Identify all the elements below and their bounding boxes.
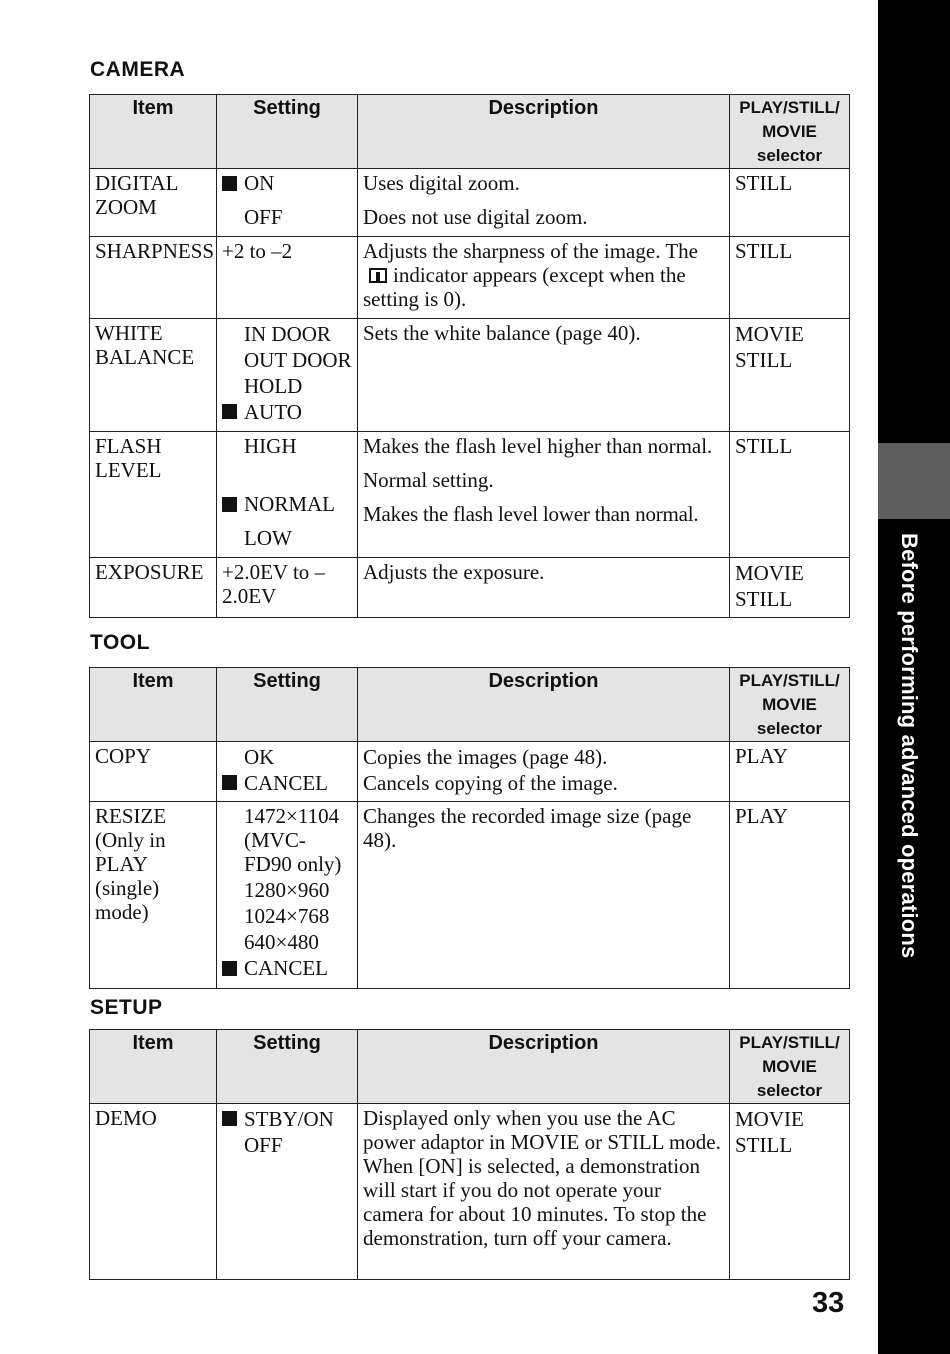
header-row: [90, 668, 850, 742]
default-marker-icon: [222, 775, 237, 790]
header-row: [90, 95, 850, 169]
table-row: [90, 742, 850, 802]
setting-option: CANCEL: [222, 956, 353, 980]
header-selector: [730, 95, 850, 169]
setting-option: HIGH: [244, 434, 297, 458]
default-marker-icon: [222, 176, 237, 191]
default-marker-icon: [222, 404, 237, 419]
setting-option: HOLD: [244, 374, 303, 398]
side-tab: [878, 0, 950, 1354]
setting-option: 1024×768: [244, 904, 330, 928]
row-item: EXPOSURE: [90, 558, 217, 618]
header-setting: Setting: [217, 668, 358, 742]
sharpness-indicator-icon: [369, 268, 387, 283]
row-selector: STILL: [730, 237, 850, 319]
row-description: Uses digital zoom. Does not use digital zoom.: [358, 169, 730, 237]
setting-option: STBY/ON: [222, 1106, 353, 1132]
default-marker-icon: [222, 961, 237, 976]
header-item: Item: [90, 1030, 217, 1104]
header-description: Description: [358, 95, 730, 169]
setting-option: ON: [222, 171, 353, 195]
setting-option: 640×480: [244, 930, 319, 954]
setting-option: OFF: [244, 1133, 283, 1157]
table-row: [90, 432, 850, 558]
row-item: RESIZE (Only in PLAY (single) mode): [90, 802, 217, 989]
row-selector: MOVIE STILL: [730, 1104, 850, 1280]
row-selector: PLAY: [730, 802, 850, 989]
header-selector-line2: MOVIE selector: [756, 122, 823, 165]
default-marker-icon: [222, 497, 237, 512]
setting-option: OUT DOOR: [244, 348, 352, 372]
row-item: DEMO: [90, 1104, 217, 1280]
tool-table: [89, 667, 850, 989]
header-row: [90, 1030, 850, 1104]
setting-option: OFF: [244, 205, 283, 229]
row-settings: [217, 742, 358, 802]
row-settings: [217, 802, 358, 989]
header-selector: PLAY/STILL/ MOVIE selector: [730, 668, 850, 742]
setting-option: 1280×960: [244, 878, 330, 902]
setting-option: OK: [244, 745, 275, 769]
row-description: Changes the recorded image size (page 48).: [358, 802, 730, 989]
header-description: Description: [358, 668, 730, 742]
header-description: Description: [358, 1030, 730, 1104]
page-number: 33: [812, 1287, 845, 1319]
row-settings: [217, 169, 358, 237]
row-selector: MOVIE STILL: [730, 558, 850, 618]
default-marker-icon: [222, 1111, 237, 1126]
row-settings: [217, 432, 358, 558]
row-item: SHARPNESS: [90, 237, 217, 319]
setting-option: LOW: [244, 526, 292, 550]
header-setting: Setting: [217, 95, 358, 169]
row-settings: [217, 319, 358, 432]
row-description: Sets the white balance (page 40).: [358, 319, 730, 432]
row-selector: STILL: [730, 432, 850, 558]
side-tab-marker: [878, 443, 950, 519]
table-row: [90, 802, 850, 989]
row-description: Adjusts the sharpness of the image. Theindicator appears (except when the setting is 0).: [358, 237, 730, 319]
row-item: FLASH LEVEL: [90, 432, 217, 558]
setting-option: CANCEL: [222, 770, 353, 796]
row-settings: +2.0EV to –2.0EV: [217, 558, 358, 618]
row-settings: +2 to –2: [217, 237, 358, 319]
setup-table: [89, 1029, 850, 1280]
setting-option: 1472×1104 (MVC-FD90 only): [244, 804, 342, 876]
row-description: Copies the images (page 48). Cancels copying of the image.: [358, 742, 730, 802]
setting-option: AUTO: [222, 399, 353, 425]
tool-section-title: TOOL: [90, 631, 150, 654]
table-row: [90, 169, 850, 237]
header-item: Item: [90, 95, 217, 169]
table-row: [90, 237, 850, 319]
setting-option: NORMAL: [222, 492, 353, 516]
table-row: [90, 319, 850, 432]
header-item: Item: [90, 668, 217, 742]
table-row: [90, 1104, 850, 1280]
table-row: [90, 558, 850, 618]
header-selector-line1: PLAY/STILL/: [739, 98, 840, 117]
row-item: WHITE BALANCE: [90, 319, 217, 432]
row-item: COPY: [90, 742, 217, 802]
camera-section-title: CAMERA: [90, 58, 186, 81]
header-selector: PLAY/STILL/ MOVIE selector: [730, 1030, 850, 1104]
row-selector: PLAY: [730, 742, 850, 802]
camera-table: [89, 94, 850, 618]
row-settings: [217, 1104, 358, 1280]
side-tab-label: Before performing advanced operations: [897, 533, 922, 959]
header-setting: Setting: [217, 1030, 358, 1104]
row-description: Makes the flash level higher than normal. Normal setting. Makes the flash level lower than normal.: [358, 432, 730, 558]
row-selector: MOVIE STILL: [730, 319, 850, 432]
row-selector: STILL: [730, 169, 850, 237]
row-description: Adjusts the exposure.: [358, 558, 730, 618]
row-description: Displayed only when you use the AC power adaptor in MOVIE or STILL mode. When [ON] is selected, a demonstration will start if you do not operate your camera for about 10 minutes. To stop the demonstration, turn off your camera.: [358, 1104, 730, 1280]
setup-section-title: SETUP: [90, 996, 163, 1019]
setting-option: IN DOOR: [244, 322, 331, 346]
row-item: DIGITAL ZOOM: [90, 169, 217, 237]
